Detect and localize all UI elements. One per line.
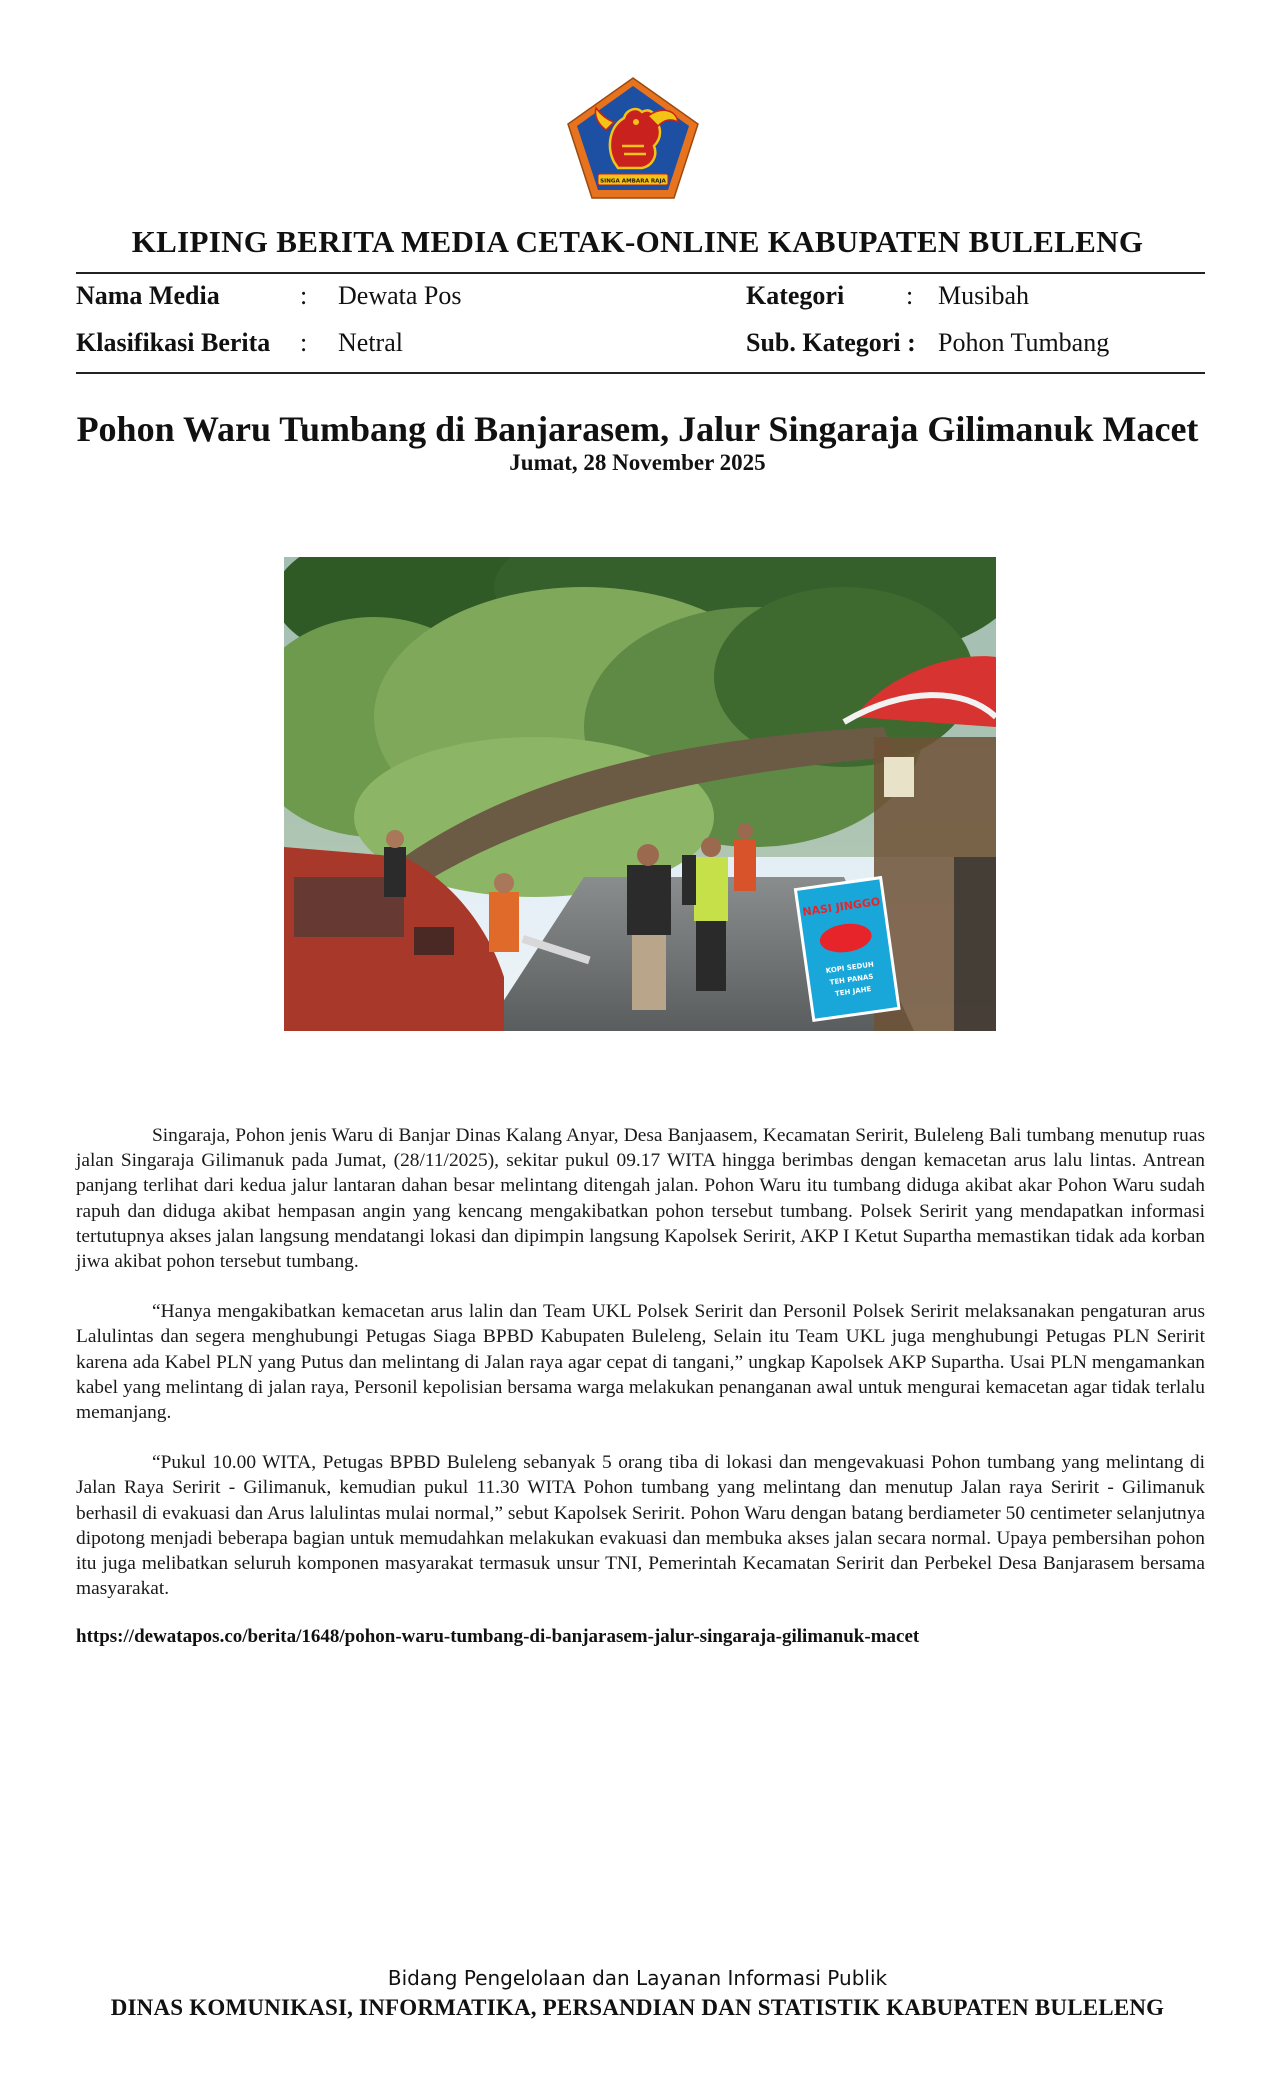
article-title: Pohon Waru Tumbang di Banjarasem, Jalur Singaraja Gilimanuk Macet [76, 409, 1199, 449]
article-date: Jumat, 28 November 2025 [509, 450, 766, 475]
meta-kategori-value: Musibah [938, 281, 1029, 310]
article-paragraph: “Pukul 10.00 WITA, Petugas BPBD Buleleng sebanyak 5 orang tiba di lokasi dan mengevakuasi Pohon tumbang yang melintang di Jalan Raya Seririt - Gilimanuk, kemudian pukul 11.30 WITA Pohon tumbang yang melintang dan menutup Jalan raya Seririt - Gilimanuk berhasil di evakuasi dan Arus lalulintas mulai normal,” sebut Kapolsek Seririt. Pohon Waru dengan batang berdiameter 50 centimeter selanjutnya dipotong menjadi beberapa bagian untuk memudahkan melakukan evakuasi dan membuka akses jalan secara normal. Upaya pembersihan pohon itu juga melibatkan seluruh komponen masyarakat termasuk unsur TNI, Pemerintah Kecamatan Seririt dan Perbekel Desa Banjarasem bersama masyarakat. [76, 1452, 1205, 1600]
meta-separator: : [300, 328, 308, 357]
meta-kategori-label: Kategori [746, 281, 845, 310]
meta-nama-media-label: Nama Media [76, 281, 220, 310]
footer-agency: DINAS KOMUNIKASI, INFORMATIKA, PERSANDIAN DAN STATISTIK KABUPATEN BULELENG [110, 1995, 1165, 2020]
header-top-divider [76, 272, 1205, 274]
meta-separator: : [906, 281, 914, 310]
logo-motto: SINGA AMBARA RAJA [600, 178, 666, 185]
meta-nama-media-value: Dewata Pos [338, 281, 462, 310]
meta-klasifikasi-label: Klasifikasi Berita [76, 328, 271, 357]
meta-sub-kategori-label: Sub. Kategori : [746, 328, 916, 357]
photo-sign-line-3: TEH JAHE [834, 985, 872, 999]
photo-sign-line-1: KOPI SEDUH [825, 960, 875, 976]
meta-sub-kategori-value: Pohon Tumbang [938, 328, 1110, 357]
article-body [76, 1123, 1205, 1626]
photo-sign-title: NASI JINGGO [801, 894, 882, 919]
header-bottom-divider [76, 372, 1205, 374]
article-paragraph: “Hanya mengakibatkan kemacetan arus lalin dan Team UKL Polsek Seririt dan Personil Polsek Seririt melaksanakan pengaturan arus Lalulintas dan segera menghubungi Petugas Siaga BPBD Kabupaten Buleleng, Selain itu Team UKL juga menghubungi Petugas PLN Seririt karena ada Kabel PLN yang Putus dan melintang di Jalan raya agar cepat di tangani,” ungkap Kapolsek AKP Supartha. Usai PLN mengamankan kabel yang melintang di jalan raya, Personil kepolisian bersama warga melakukan penanganan awal untuk mengurai kemacetan agar tidak terlalu memanjang. [76, 1301, 1205, 1424]
clipping-header-title: KLIPING BERITA MEDIA CETAK-ONLINE KABUPATEN BULELENG [131, 224, 1144, 259]
footer-division: Bidang Pengelolaan dan Layanan Informasi Publik [387, 1966, 888, 1990]
article-paragraph: Singaraja, Pohon jenis Waru di Banjar Dinas Kalang Anyar, Desa Banjaasem, Kecamatan Seririt, Buleleng Bali tumbang menutup ruas jalan Singaraja Gilimanuk pada Jumat, (28/11/2025), sekitar pukul 09.17 WITA hingga berimbas dengan kemacetan arus lalu lintas. Antrean panjang terlihat dari kedua jalur lantaran dahan besar melintang ditengah jalan. Pohon Waru itu tumbang diduga akibat akar Pohon Waru sudah rapuh dan diduga akibat hempasan angin yang kencang mengakibatkan pohon tersebut tumbang. Polsek Seririt yang mendapatkan informasi tertutupnya akses jalan langsung mendatangi lokasi dan dipimpin langsung Kapolsek Seririt, AKP I Ketut Supartha memastikan tidak ada korban jiwa akibat pohon tersebut tumbang. [76, 1125, 1205, 1273]
source-url-link[interactable]: https://dewatapos.co/berita/1648/pohon-waru-tumbang-di-banjarasem-jalur-singaraja-gilimanuk-macet [76, 1626, 920, 1647]
meta-separator: : [300, 281, 308, 310]
buleleng-emblem-logo [566, 76, 700, 200]
news-photo-fallen-tree [284, 557, 996, 1031]
meta-klasifikasi-value: Netral [338, 328, 403, 357]
photo-sign-line-2: TEH PANAS [829, 972, 874, 987]
